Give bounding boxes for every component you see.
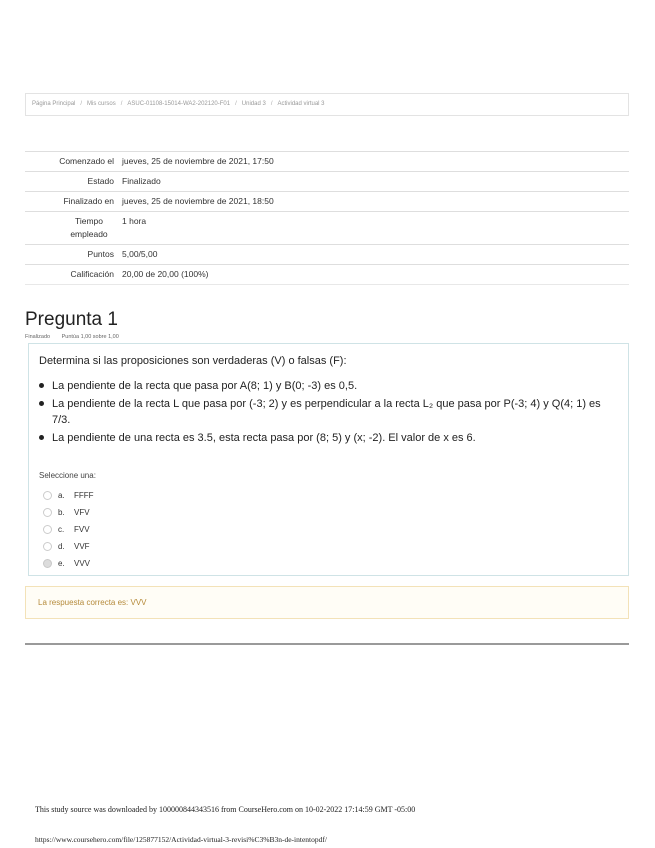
table-row — [25, 172, 629, 192]
question-box — [28, 343, 629, 576]
option-b[interactable] — [43, 504, 94, 521]
summary-label: Tiempo empleado — [70, 216, 108, 239]
option-letter: b. — [58, 508, 65, 517]
option-a[interactable] — [43, 487, 94, 504]
breadcrumb-separator: / — [235, 101, 237, 107]
question-meta — [25, 334, 129, 340]
option-e[interactable] — [43, 555, 94, 572]
breadcrumb-activity-link[interactable]: Actividad virtual 3 — [277, 101, 325, 107]
table-row — [25, 192, 629, 212]
question-score: Puntúa 1,00 sobre 1,00 — [61, 334, 119, 340]
divider — [25, 643, 629, 645]
option-text: FFFF — [74, 491, 94, 500]
option-text: VFV — [74, 508, 90, 517]
attempt-summary-table — [25, 151, 629, 285]
summary-value: jueves, 25 de noviembre de 2021, 17:50 — [122, 156, 274, 166]
table-row — [25, 265, 629, 285]
summary-label: Calificación — [70, 269, 114, 279]
summary-label: Puntos — [87, 249, 114, 259]
summary-label: Estado — [87, 176, 114, 186]
question-title: Pregunta 1 — [25, 309, 118, 330]
select-label: Seleccione una: — [39, 471, 96, 480]
summary-value: 1 hora — [122, 216, 147, 226]
question-intro: Determina si las proposiciones son verdaderas (V) o falsas (F): — [39, 355, 347, 367]
summary-label: Finalizado en — [63, 196, 114, 206]
radio-button[interactable] — [43, 525, 52, 534]
option-letter: e. — [58, 559, 65, 568]
summary-value: 5,00/5,00 — [122, 249, 158, 259]
correct-answer-feedback: La respuesta correcta es: VVV — [25, 586, 629, 619]
radio-button[interactable] — [43, 508, 52, 517]
answer-options — [43, 487, 94, 572]
option-text: VVV — [74, 559, 91, 568]
summary-label: Comenzado el — [59, 156, 114, 166]
summary-label-cell — [25, 212, 120, 245]
breadcrumb-separator: / — [270, 101, 273, 107]
summary-value: 20,00 de 20,00 (100%) — [122, 269, 209, 279]
summary-value: Finalizado — [122, 176, 161, 186]
radio-button[interactable] — [43, 491, 52, 500]
list-item: La pendiente de una recta es 3.5, esta recta pasa por (8; 5) y (x; -2). El valor de x es 6. — [39, 430, 619, 446]
option-letter: c. — [58, 525, 65, 534]
question-status: Finalizado — [25, 334, 51, 340]
option-c[interactable] — [43, 521, 94, 538]
list-item: La pendiente de la recta que pasa por A(8; 1) y B(0; -3) es 0,5. — [39, 378, 619, 394]
radio-button[interactable] — [43, 542, 52, 551]
breadcrumb-my-courses-link[interactable]: Mis cursos — [87, 101, 116, 107]
breadcrumb-separator: / — [80, 101, 83, 107]
table-row — [25, 152, 629, 172]
option-letter: d. — [58, 542, 65, 551]
option-text: FVV — [74, 525, 90, 534]
breadcrumb-home-link[interactable]: Página Principal — [32, 101, 76, 107]
breadcrumb — [25, 93, 629, 116]
source-url: https://www.coursehero.com/file/125877152/Actividad-virtual-3-revisi%C3%B3n-de-intentopdf/ — [35, 835, 327, 844]
breadcrumb-separator: / — [120, 101, 123, 107]
proposition-list — [39, 378, 619, 448]
table-row — [25, 245, 629, 265]
option-letter: a. — [58, 491, 65, 500]
list-item: La pendiente de la recta L que pasa por (-3; 2) y es perpendicular a la recta L₂ que pasa por P(-3; 4) y Q(4; 1) es 7/3. — [39, 396, 619, 428]
breadcrumb-unit-link[interactable]: Unidad 3 — [241, 101, 266, 107]
breadcrumb-course-link[interactable]: ASUC-01108-15014-WA2-202120-F01 — [127, 101, 231, 107]
table-row — [25, 212, 629, 245]
radio-button[interactable] — [43, 559, 52, 568]
summary-value: jueves, 25 de noviembre de 2021, 18:50 — [122, 196, 274, 206]
download-notice: This study source was downloaded by 100000844343516 from CourseHero.com on 10-02-2022 17:14:59 GMT -05:00 — [35, 805, 416, 814]
option-text: VVF — [74, 542, 90, 551]
option-d[interactable] — [43, 538, 94, 555]
